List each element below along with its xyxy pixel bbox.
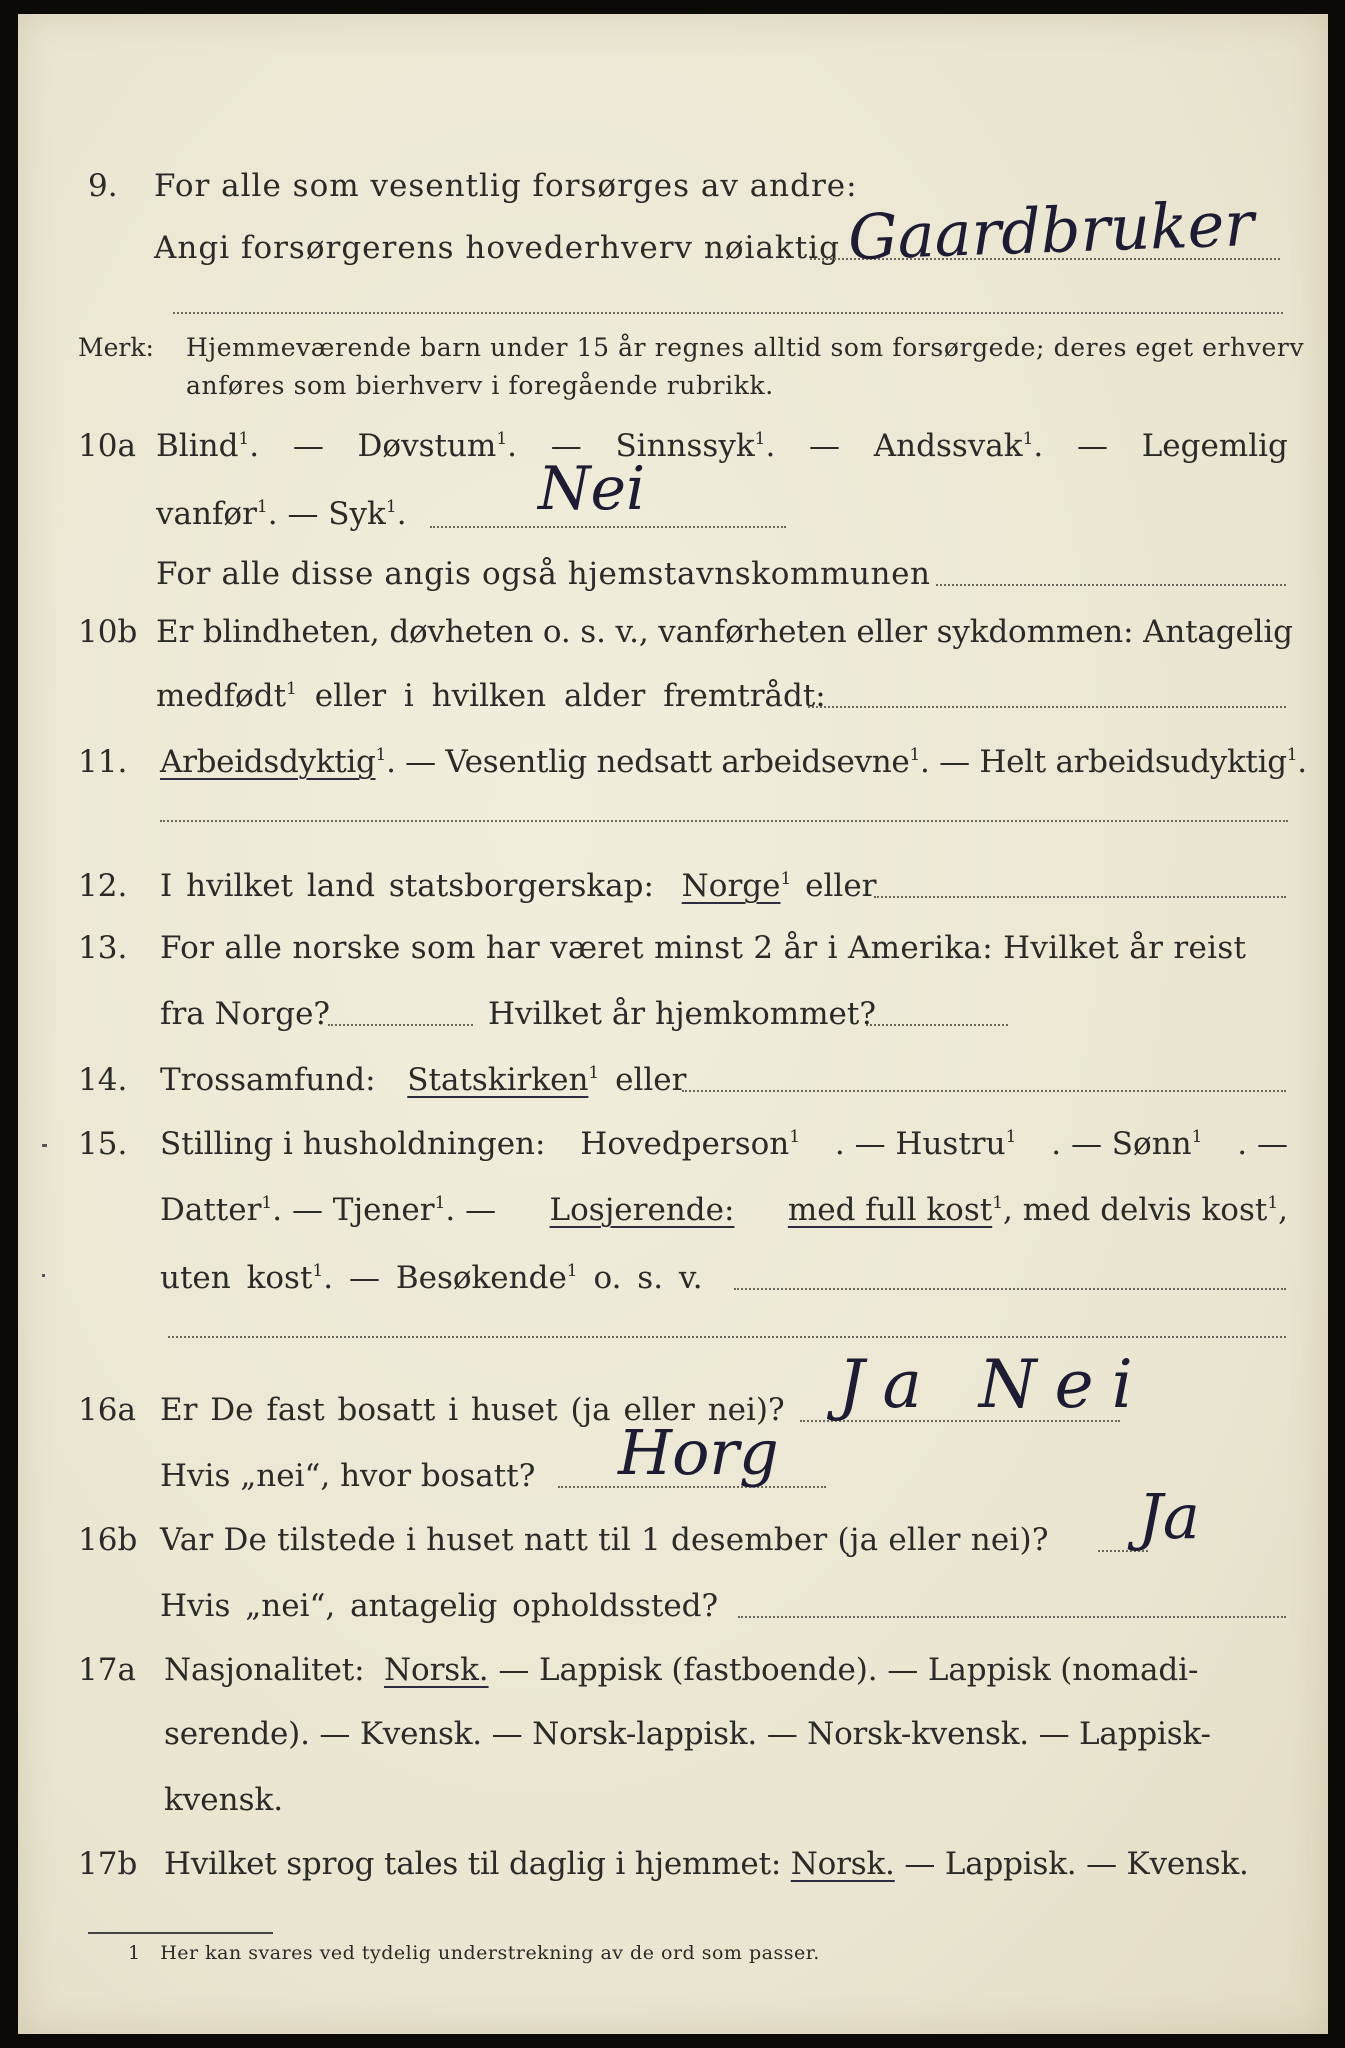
q15-opt-hovedperson: Hovedperson$^1$: [580, 1126, 801, 1162]
note-line2: anføres som bierhverv i foregående rubrikk.: [186, 371, 774, 400]
q14-answer-line[interactable]: [682, 1090, 1286, 1092]
q11-opt-arbeidsdyktig: Arbeidsdyktig: [160, 744, 376, 780]
q10a-line2: [18, 492, 1328, 536]
dash: —: [1076, 428, 1108, 464]
q16b-handwritten-answer: Ja: [1138, 1480, 1200, 1553]
q10a-handwritten-answer: Nei: [538, 454, 646, 524]
q10a-vanfor: vanfør$^1$. — Syk$^1$.: [156, 496, 407, 532]
q15-line1: [18, 1122, 1328, 1166]
q13-line1: [18, 926, 1328, 970]
footnote-mark: 1: [128, 1942, 141, 1964]
q10a-hjemstavn-line[interactable]: [936, 584, 1286, 586]
q17a-text-3: kvensk.: [164, 1782, 284, 1818]
q10a-opt-blind: Blind$^1$.: [156, 428, 260, 464]
q12-line: [18, 864, 1328, 908]
dash: —: [292, 428, 324, 464]
q14-number: 14.: [78, 1062, 128, 1098]
note-line1: Hjemmeværende barn under 15 år regnes alltid som forsørgede; deres eget erhverv: [186, 333, 1305, 362]
q15-opt-losjerende: Losjerende:: [549, 1192, 735, 1228]
q16a-bosatt: Hvis „nei“, hvor bosatt?: [160, 1458, 536, 1494]
margin-mark: [42, 1144, 47, 1147]
q11-line: [18, 740, 1328, 784]
q10b-line1: [18, 610, 1328, 654]
dash: . —: [1237, 1126, 1288, 1162]
q16b-text: Var De tilstede i huset natt til 1 desember (ja eller nei)?: [160, 1522, 1049, 1558]
q10b-line2: [18, 674, 1328, 718]
q15-options-1: [160, 1122, 1288, 1166]
q14-line: [18, 1058, 1328, 1102]
q15-line3: [18, 1256, 1328, 1300]
q16b-opholdssted: Hvis „nei“, antagelig opholdssted?: [160, 1588, 719, 1624]
q16b-number: 16b: [78, 1522, 138, 1558]
footnote-text: Her kan svares ved tydelig understrekning av de ord som passer.: [160, 1942, 820, 1964]
dash: —: [550, 428, 582, 464]
q17b-number: 17b: [78, 1846, 138, 1882]
q17b-text: Hvilket sprog tales til daglig i hjemmet: Norsk. — Lappisk. — Kvensk.: [164, 1846, 1249, 1882]
q14-opt-statskirken: Statskirken: [407, 1062, 589, 1098]
q10a-answer-line[interactable]: [430, 526, 786, 528]
q17a-line3: [18, 1778, 1328, 1822]
q13-number: 13.: [78, 930, 128, 966]
q16a-text: Er De fast bosatt i huset (ja eller nei)?: [160, 1392, 785, 1428]
q11-number: 11.: [78, 744, 128, 780]
census-form-page: [18, 14, 1328, 2034]
footnote: [128, 1942, 820, 1964]
q10a-line3: [18, 552, 1328, 596]
q15-options-2: [160, 1188, 1288, 1232]
q16b-line1: [18, 1518, 1328, 1562]
q10a-number: 10a: [78, 428, 136, 464]
q10a-options: [156, 424, 1288, 468]
q13-reist-line[interactable]: [328, 1024, 473, 1026]
q10b-medfodt: medfødt$^1$ eller i hvilken alder fremtrådt:: [156, 678, 826, 714]
margin-mark: [42, 1274, 45, 1277]
q15-opt-datter: Datter$^1$. — Tjener$^1$. —: [160, 1192, 497, 1228]
footnote-rule: [88, 1932, 273, 1934]
q17a-line2: [18, 1712, 1328, 1756]
q10a-line1: [18, 424, 1328, 468]
q13-reist: fra Norge?: [160, 996, 331, 1032]
q15-opt-hustru: . — Hustru$^1$: [834, 1126, 1017, 1162]
q10a-opt-andssvak: Andssvak$^1$.: [873, 428, 1044, 464]
q10b-answer-line[interactable]: [808, 706, 1286, 708]
q16a-number: 16a: [78, 1392, 136, 1428]
q15-opt-kost: med full kost$^1$, med delvis kost$^1$,: [787, 1192, 1288, 1228]
q11-options: Arbeidsdyktig$^1$. — Vesentlig nedsatt arbeidsevne$^1$. — Helt arbeidsudyktig$^1$.: [160, 744, 1307, 780]
q10a-opt-sinnssyk: Sinnssyk$^1$.: [615, 428, 776, 464]
q11-answer-line[interactable]: [160, 820, 1288, 822]
q12-opt-norge: Norge: [681, 868, 781, 904]
q13-line2: [18, 992, 1328, 1036]
q17a-text: Nasjonalitet: Norsk. — Lappisk (fastboende). — Lappisk (nomadi-: [164, 1652, 1199, 1688]
q15-line2: [18, 1188, 1328, 1232]
q13-hjemkommet-line[interactable]: [866, 1024, 1008, 1026]
q10b-number: 10b: [78, 614, 138, 650]
q16a-handwritten-answer: Ja Nei: [838, 1346, 1151, 1423]
q10b-text: Er blindheten, døvheten o. s. v., vanførheten eller sykdommen: Antagelig: [156, 614, 1293, 650]
q17a-opt-norsk: Norsk.: [384, 1652, 489, 1688]
q12-answer-line[interactable]: [874, 896, 1286, 898]
q12-number: 12.: [78, 868, 128, 904]
q17a-number: 17a: [78, 1652, 136, 1688]
q12-text: I hvilket land statsborgerskap: Norge$^1$ eller: [160, 868, 877, 904]
q15-opt-sonn: . — Sønn$^1$: [1051, 1126, 1203, 1162]
q9-extra-line: [173, 312, 1283, 314]
q17b-opt-norsk: Norsk.: [790, 1846, 895, 1882]
note-label: Merk:: [78, 333, 154, 362]
q16b-line2: [18, 1584, 1328, 1628]
q10a-opt-dovstum: Døvstum$^1$.: [357, 428, 517, 464]
q9-number: 9.: [88, 168, 118, 204]
q17a-text-2: serende). — Kvensk. — Norsk-lappisk. — Norsk-kvensk. — Lappisk-: [164, 1716, 1211, 1752]
q17b-line: [18, 1842, 1328, 1886]
q15-answer-line[interactable]: [734, 1288, 1286, 1290]
dash: —: [809, 428, 841, 464]
q9-text-2: Angi forsørgerens hovederhverv nøiaktig: [154, 230, 840, 266]
q9-handwritten-answer: Gaardbruker: [846, 186, 1256, 275]
q16b-opholdssted-line[interactable]: [738, 1616, 1286, 1618]
q17a-line1: [18, 1648, 1328, 1692]
q16a-handwritten-bosatt: Horg: [618, 1416, 779, 1489]
q15-label: Stilling i husholdningen:: [160, 1126, 546, 1162]
q15-extra-line[interactable]: [168, 1336, 1286, 1338]
q10a-hjemstavn: For alle disse angis også hjemstavnskommunen: [156, 556, 931, 592]
q13-hjemkommet: Hvilket år hjemkommet?: [488, 996, 876, 1032]
q9-text: For alle som vesentlig forsørges av andre:: [154, 168, 858, 204]
q15-number: 15.: [78, 1126, 128, 1162]
q14-text: Trossamfund: Statskirken$^1$ eller: [160, 1062, 687, 1098]
q15-options-3: uten kost$^1$. — Besøkende$^1$ o. s. v.: [160, 1260, 703, 1296]
q13-text: For alle norske som har været minst 2 år i Amerika: Hvilket år reist: [160, 930, 1247, 966]
q10a-opt-legemlig: Legemlig: [1141, 428, 1288, 464]
